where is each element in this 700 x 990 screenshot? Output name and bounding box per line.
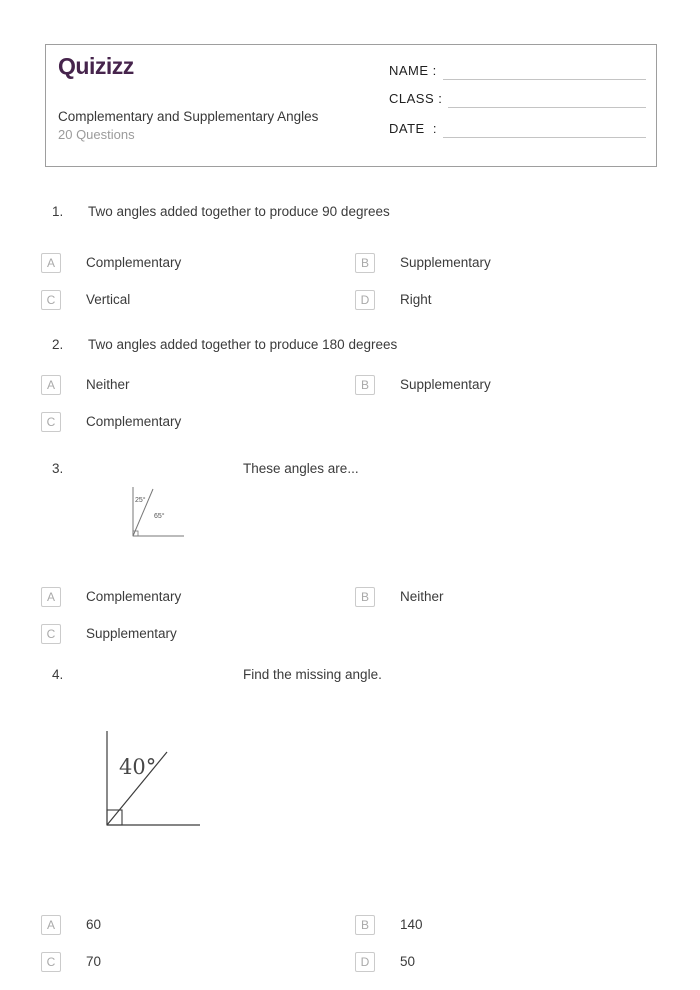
option-letter-box: B — [355, 253, 375, 273]
question-4-option-c — [41, 952, 101, 972]
angle-label-40: 40° — [119, 755, 157, 779]
question-4-text: Find the missing angle. — [243, 667, 382, 682]
date-field-line — [443, 118, 646, 138]
option-letter-box: A — [41, 375, 61, 395]
question-3-text: These angles are... — [243, 461, 359, 476]
option-letter-box: C — [41, 290, 61, 310]
option-letter-box: A — [41, 253, 61, 273]
option-letter-box: D — [355, 952, 375, 972]
option-label: Supplementary — [400, 377, 491, 392]
angle-diagram-25-65 — [124, 484, 190, 548]
question-4-option-a — [41, 915, 101, 935]
option-label: 140 — [400, 917, 423, 932]
question-3-number: 3. — [52, 461, 64, 476]
name-field-line — [443, 60, 646, 80]
question-3-option-a — [41, 587, 181, 607]
question-2-option-b — [355, 375, 491, 395]
option-label: Supplementary — [86, 626, 177, 641]
option-letter-box: C — [41, 412, 61, 432]
question-4-option-b — [355, 915, 423, 935]
header-box — [45, 44, 657, 167]
question-1-option-b — [355, 253, 491, 273]
class-field-line — [448, 88, 646, 108]
question-2-text: Two angles added together to produce 180 degrees — [88, 337, 398, 352]
option-label: Supplementary — [400, 255, 491, 270]
option-label: Neither — [400, 589, 444, 604]
option-letter-box: B — [355, 587, 375, 607]
option-label: Complementary — [86, 255, 182, 270]
date-field-row — [389, 118, 646, 138]
question-3-option-c — [41, 624, 177, 644]
question-2-number: 2. — [52, 337, 64, 352]
option-label: Neither — [86, 377, 130, 392]
option-letter-box: A — [41, 915, 61, 935]
question-1-option-a — [41, 253, 181, 273]
option-label: Complementary — [86, 414, 182, 429]
angle-label-25: 25° — [135, 497, 146, 504]
option-letter-box: A — [41, 587, 61, 607]
option-label: Vertical — [86, 292, 131, 307]
angle-label-65: 65° — [154, 513, 165, 520]
option-letter-box: D — [355, 290, 375, 310]
option-letter-box: C — [41, 952, 61, 972]
option-letter-box: C — [41, 624, 61, 644]
class-field-label: CLASS : — [389, 91, 443, 106]
option-label: 50 — [400, 954, 416, 969]
option-label: 70 — [86, 954, 102, 969]
question-4-option-d — [355, 952, 415, 972]
angle-diagram-40 — [100, 722, 210, 830]
question-3-option-b — [355, 587, 444, 607]
worksheet-question-count: 20 Questions — [58, 127, 135, 142]
question-1-number: 1. — [52, 204, 64, 219]
date-field-label: DATE : — [389, 121, 438, 136]
quizizz-logo: Quizizz — [58, 53, 134, 79]
question-2-option-a — [41, 375, 130, 395]
question-1-option-d — [355, 290, 432, 310]
question-1-text: Two angles added together to produce 90 degrees — [88, 204, 390, 219]
option-label: Right — [400, 292, 432, 307]
worksheet-title: Complementary and Supplementary Angles — [58, 109, 319, 124]
option-letter-box: B — [355, 375, 375, 395]
option-label: Complementary — [86, 589, 182, 604]
question-1-option-c — [41, 290, 130, 310]
name-field-label: NAME : — [389, 63, 437, 78]
option-letter-box: B — [355, 915, 375, 935]
question-2-option-c — [41, 412, 181, 432]
question-4-number: 4. — [52, 667, 64, 682]
class-field-row — [389, 88, 646, 108]
option-label: 60 — [86, 917, 102, 932]
name-field-row — [389, 60, 646, 80]
